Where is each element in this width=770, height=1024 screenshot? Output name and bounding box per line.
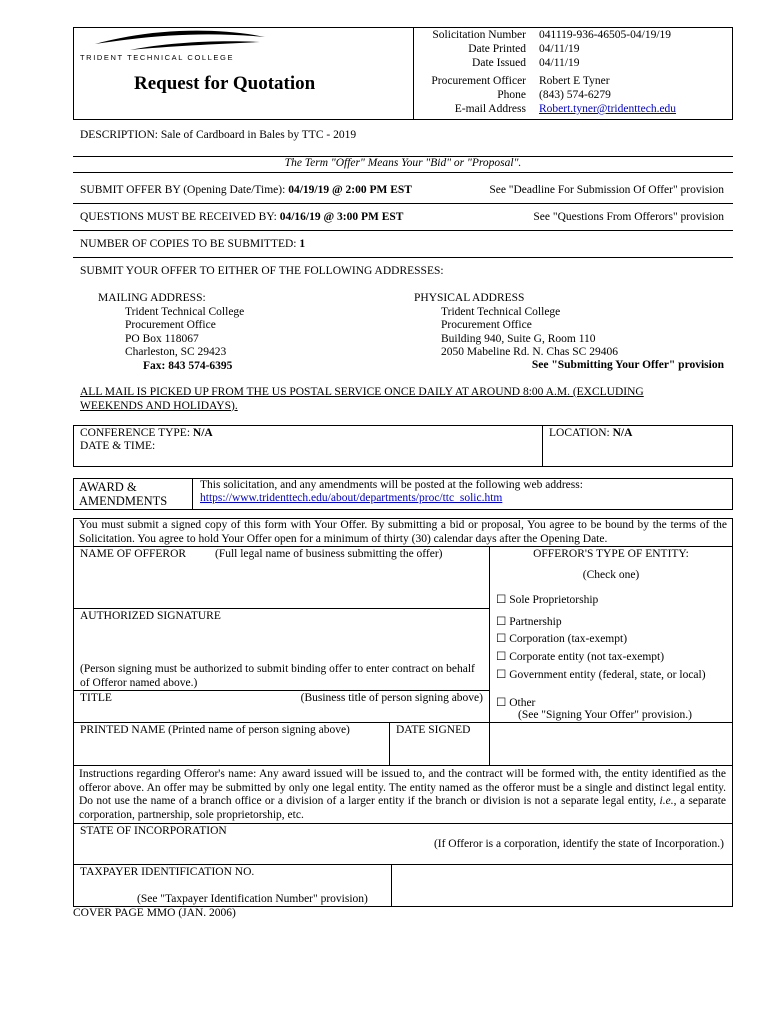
- title-label: TITLE: [80, 692, 112, 704]
- offer-intro: You must submit a signed copy of this form with Your Offer. By submitting a bid or proposal, You agree to be bound by the terms of the Solicitation. You agree to hold Your Offer open for a minimum of thirty (30) calendar days after the Opening Date.: [79, 519, 727, 545]
- checkbox-icon[interactable]: ☐: [496, 594, 507, 606]
- title-field[interactable]: [75, 706, 487, 720]
- submit-addresses-heading: SUBMIT YOUR OFFER TO EITHER OF THE FOLLOWING ADDRESSES:: [80, 265, 444, 277]
- date-issued-label: Date Issued: [472, 57, 526, 69]
- phone-label: Phone: [497, 89, 526, 101]
- conference-location: LOCATION: N/A: [549, 427, 633, 439]
- entity-option-sole-proprietorship[interactable]: ☐ Sole Proprietorship: [496, 594, 599, 606]
- questions-note: See "Questions From Offerors" provision: [533, 211, 724, 223]
- name-of-offeror-label: NAME OF OFFEROR: [80, 548, 187, 560]
- submit-offer-note: See "Deadline For Submission Of Offer" provision: [489, 184, 724, 196]
- taxpayer-id-label: TAXPAYER IDENTIFICATION NO.: [80, 866, 255, 878]
- authorized-signature-label: AUTHORIZED SIGNATURE: [80, 610, 221, 622]
- mailing-address: MAILING ADDRESS: Trident Technical College Procurement Office PO Box 118067 Charleston, SC 29423 Fax: 843 574-6395: [98, 292, 245, 372]
- procurement-officer-value: Robert E Tyner: [539, 75, 610, 87]
- physical-address: PHYSICAL ADDRESS Trident Technical College Procurement Office Building 940, Suite G, Room 110 2050 Mabeline Rd. N. Chas SC 29406: [414, 292, 618, 358]
- phone-value: (843) 574-6279: [539, 89, 611, 101]
- term-note: The Term "Offer" Means Your "Bid" or "Proposal".: [284, 157, 522, 169]
- award-label: AWARD & AMENDMENTS: [79, 480, 168, 508]
- solicitation-url-link[interactable]: https://www.tridenttech.edu/about/departments/proc/ttc_solic.htm: [200, 492, 503, 504]
- questions-deadline: QUESTIONS MUST BE RECEIVED BY: 04/16/19 @ 3:00 PM EST: [80, 211, 404, 223]
- entity-option-other[interactable]: ☐ Other: [496, 697, 536, 709]
- description: DESCRIPTION: Sale of Cardboard in Bales by TTC - 2019: [80, 129, 357, 141]
- authorized-signature-hint: (Person signing must be authorized to submit binding offer to enter contract on behalf of Offeror named above.): [80, 663, 475, 689]
- name-of-offeror-hint: (Full legal name of business submitting the offer): [215, 548, 443, 560]
- checkbox-icon[interactable]: ☐: [496, 697, 507, 709]
- mail-notice: ALL MAIL IS PICKED UP FROM THE US POSTAL SERVICE ONCE DAILY AT AROUND 8:00 A.M. (EXCLUDING WEEKENDS AND HOLIDAYS).: [80, 386, 644, 412]
- entity-option-government[interactable]: ☐ Government entity (federal, state, or local): [496, 669, 706, 681]
- authorized-signature-field[interactable]: [75, 624, 487, 660]
- printed-name-field[interactable]: [75, 738, 387, 763]
- submitting-offer-note: See "Submitting Your Offer" provision: [531, 359, 724, 371]
- printed-name-label: PRINTED NAME (Printed name of person signing above): [80, 724, 350, 736]
- date-signed-field[interactable]: [391, 738, 487, 763]
- state-of-incorporation-hint: (If Offeror is a corporation, identify the state of Incorporation.): [433, 838, 724, 850]
- checkbox-icon[interactable]: ☐: [496, 633, 507, 645]
- taxpayer-id-hint: (See "Taxpayer Identification Number" provision): [137, 893, 368, 905]
- fax-number: Fax: 843 574-6395: [143, 359, 233, 372]
- name-of-offeror-field[interactable]: [75, 562, 487, 608]
- footer-form-code: COVER PAGE MMO (JAN. 2006): [73, 907, 236, 919]
- state-of-incorporation-label: STATE OF INCORPORATION: [80, 825, 227, 837]
- entity-subheading: (Check one): [582, 569, 640, 581]
- submit-offer-by: SUBMIT OFFER BY (Opening Date/Time): 04/19/19 @ 2:00 PM EST: [80, 184, 412, 196]
- procurement-officer-label: Procurement Officer: [431, 75, 526, 87]
- entity-other-note: (See "Signing Your Offer" provision.): [518, 709, 693, 721]
- conference-date: DATE & TIME:: [80, 440, 156, 452]
- offeror-name-instructions: Instructions regarding Offeror's name: Any award issued will be issued to, and the contract will be formed with, the entity identified as the offeror above. An offer may be submitted by only one legal entity. The entity named as the offeror must be a single and distinct legal entity. Do not use the name of a branch office or a division of a larger entity if the branch or division is not a separate legal entity, i.e., a separate corporation, partnership, sole proprietorship, etc.: [79, 768, 726, 821]
- solicitation-number-label: Solicitation Number: [432, 29, 526, 41]
- trident-logo-swoosh: [90, 28, 270, 54]
- entity-option-corporation-tax-exempt[interactable]: ☐ Corporation (tax-exempt): [496, 633, 628, 645]
- award-text: This solicitation, and any amendments will be posted at the following web address:: [200, 479, 583, 491]
- date-signed-label: DATE SIGNED: [396, 724, 471, 736]
- copies-required: NUMBER OF COPIES TO BE SUBMITTED: 1: [80, 238, 306, 250]
- taxpayer-id-field[interactable]: [393, 866, 731, 905]
- entity-option-partnership[interactable]: ☐ Partnership: [496, 616, 562, 628]
- checkbox-icon[interactable]: ☐: [496, 669, 507, 681]
- page-title: Request for Quotation: [134, 73, 316, 94]
- entity-option-corporate-entity[interactable]: ☐ Corporate entity (not tax-exempt): [496, 651, 665, 663]
- email-label: E-mail Address: [454, 103, 526, 115]
- date-printed-label: Date Printed: [468, 43, 526, 55]
- logo-text: TRIDENT TECHNICAL COLLEGE: [80, 53, 235, 62]
- email-link[interactable]: Robert.tyner@tridenttech.edu: [539, 103, 677, 115]
- date-issued-value: 04/11/19: [539, 57, 580, 69]
- title-hint: (Business title of person signing above): [300, 692, 483, 704]
- solicitation-number-value: 041119-936-46505-04/19/19: [539, 29, 672, 41]
- conference-type: CONFERENCE TYPE: N/A: [80, 427, 213, 439]
- entity-heading: OFFEROR'S TYPE OF ENTITY:: [533, 548, 689, 560]
- date-printed-value: 04/11/19: [539, 43, 580, 55]
- checkbox-icon[interactable]: ☐: [496, 616, 507, 628]
- checkbox-icon[interactable]: ☐: [496, 651, 507, 663]
